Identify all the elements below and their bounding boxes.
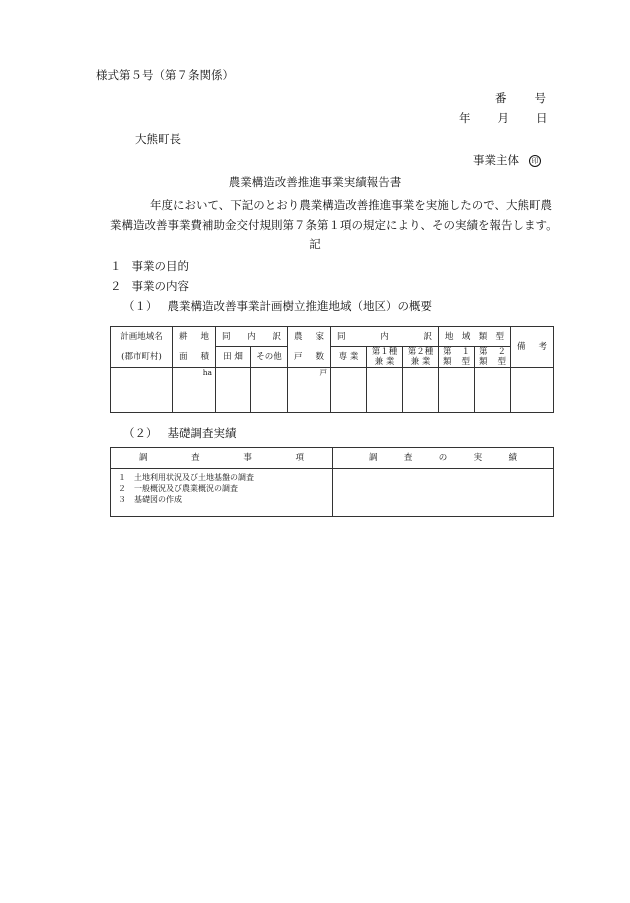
survey-item: １ 土地利用状況及び土地基盤の調査 [118,473,254,482]
cell-plan-area [111,368,173,413]
addressee: 大熊町長 [135,132,181,146]
header-farmhouse-bottom: 戸 数 [288,347,331,368]
section-purpose: １ 事業の目的 [110,259,189,273]
entity-label: 事業主体 [473,153,519,167]
header-survey-results: 調 査 の 実 績 [333,448,554,469]
cell-type-2 [475,368,511,413]
cell-remarks [511,368,554,413]
header-farmhouse-top: 農 家 [288,327,331,347]
cell-other [251,368,288,413]
cell-farmland: ha [173,368,216,413]
header-plan-area-sub: (郡市町村) [111,347,173,368]
cell-part-time-2 [403,368,439,413]
header-plan-area: 計画地域名 [111,327,173,347]
cell-part-time-1 [367,368,403,413]
cell-type-1 [439,368,475,413]
header-region-type: 地 域 類 型 [439,327,511,347]
subsection-basic-survey: （２） 基礎調査実績 [123,426,237,440]
header-remarks: 備 考 [511,327,554,368]
header-farmland-top: 耕 地 [173,327,216,347]
header-breakdown-farmhouse: 同 内 訳 [331,327,439,347]
header-part-time-1: 第１種 兼 業 [367,347,403,368]
cell-paddy [216,368,251,413]
header-survey-items: 調 査 事 項 [111,448,333,469]
survey-item: ３ 基礎図の作成 [118,495,182,504]
form-number: 様式第５号（第７条関係） [96,68,234,82]
header-dedicated: 専 業 [331,347,367,368]
cell-farmhouse: 戸 [288,368,331,413]
header-paddy-field: 田 畑 [216,347,251,368]
header-farmland-bottom: 面 積 [173,347,216,368]
document-title: 農業構造改善推進事業実績報告書 [228,175,402,189]
header-other: その他 [251,347,288,368]
entity-signature [473,152,541,168]
area-overview-table [110,326,554,413]
header-type-2: 第 ２ 類 型 [475,347,511,368]
survey-item: ２ 一般概況及び農業概況の調査 [118,484,238,493]
section-content: ２ 事業の内容 [110,279,189,293]
survey-items-list [111,469,333,517]
date-line: 年 月 日 [459,111,548,125]
header-part-time-2: 第２種 兼 業 [403,347,439,368]
ki-heading: 記 [309,237,321,251]
cell-dedicated [331,368,367,413]
survey-results-cell [333,469,554,517]
number-label: 番 号 [495,91,546,105]
seal-mark: 印 [529,155,541,167]
subsection-area-overview: （１） 農業構造改善事業計画樹立推進地域（地区）の概要 [123,299,432,313]
header-breakdown-land: 同 内 訳 [216,327,288,347]
body-paragraph: 年度において、下記のとおり農業構造改善推進事業を実施したので、大熊町農業構造改善事業費補助金交付規則第７条第１項の規定により、その実績を報告します。 [110,198,558,232]
header-type-1: 第 １ 類 型 [439,347,475,368]
basic-survey-table [110,447,554,517]
